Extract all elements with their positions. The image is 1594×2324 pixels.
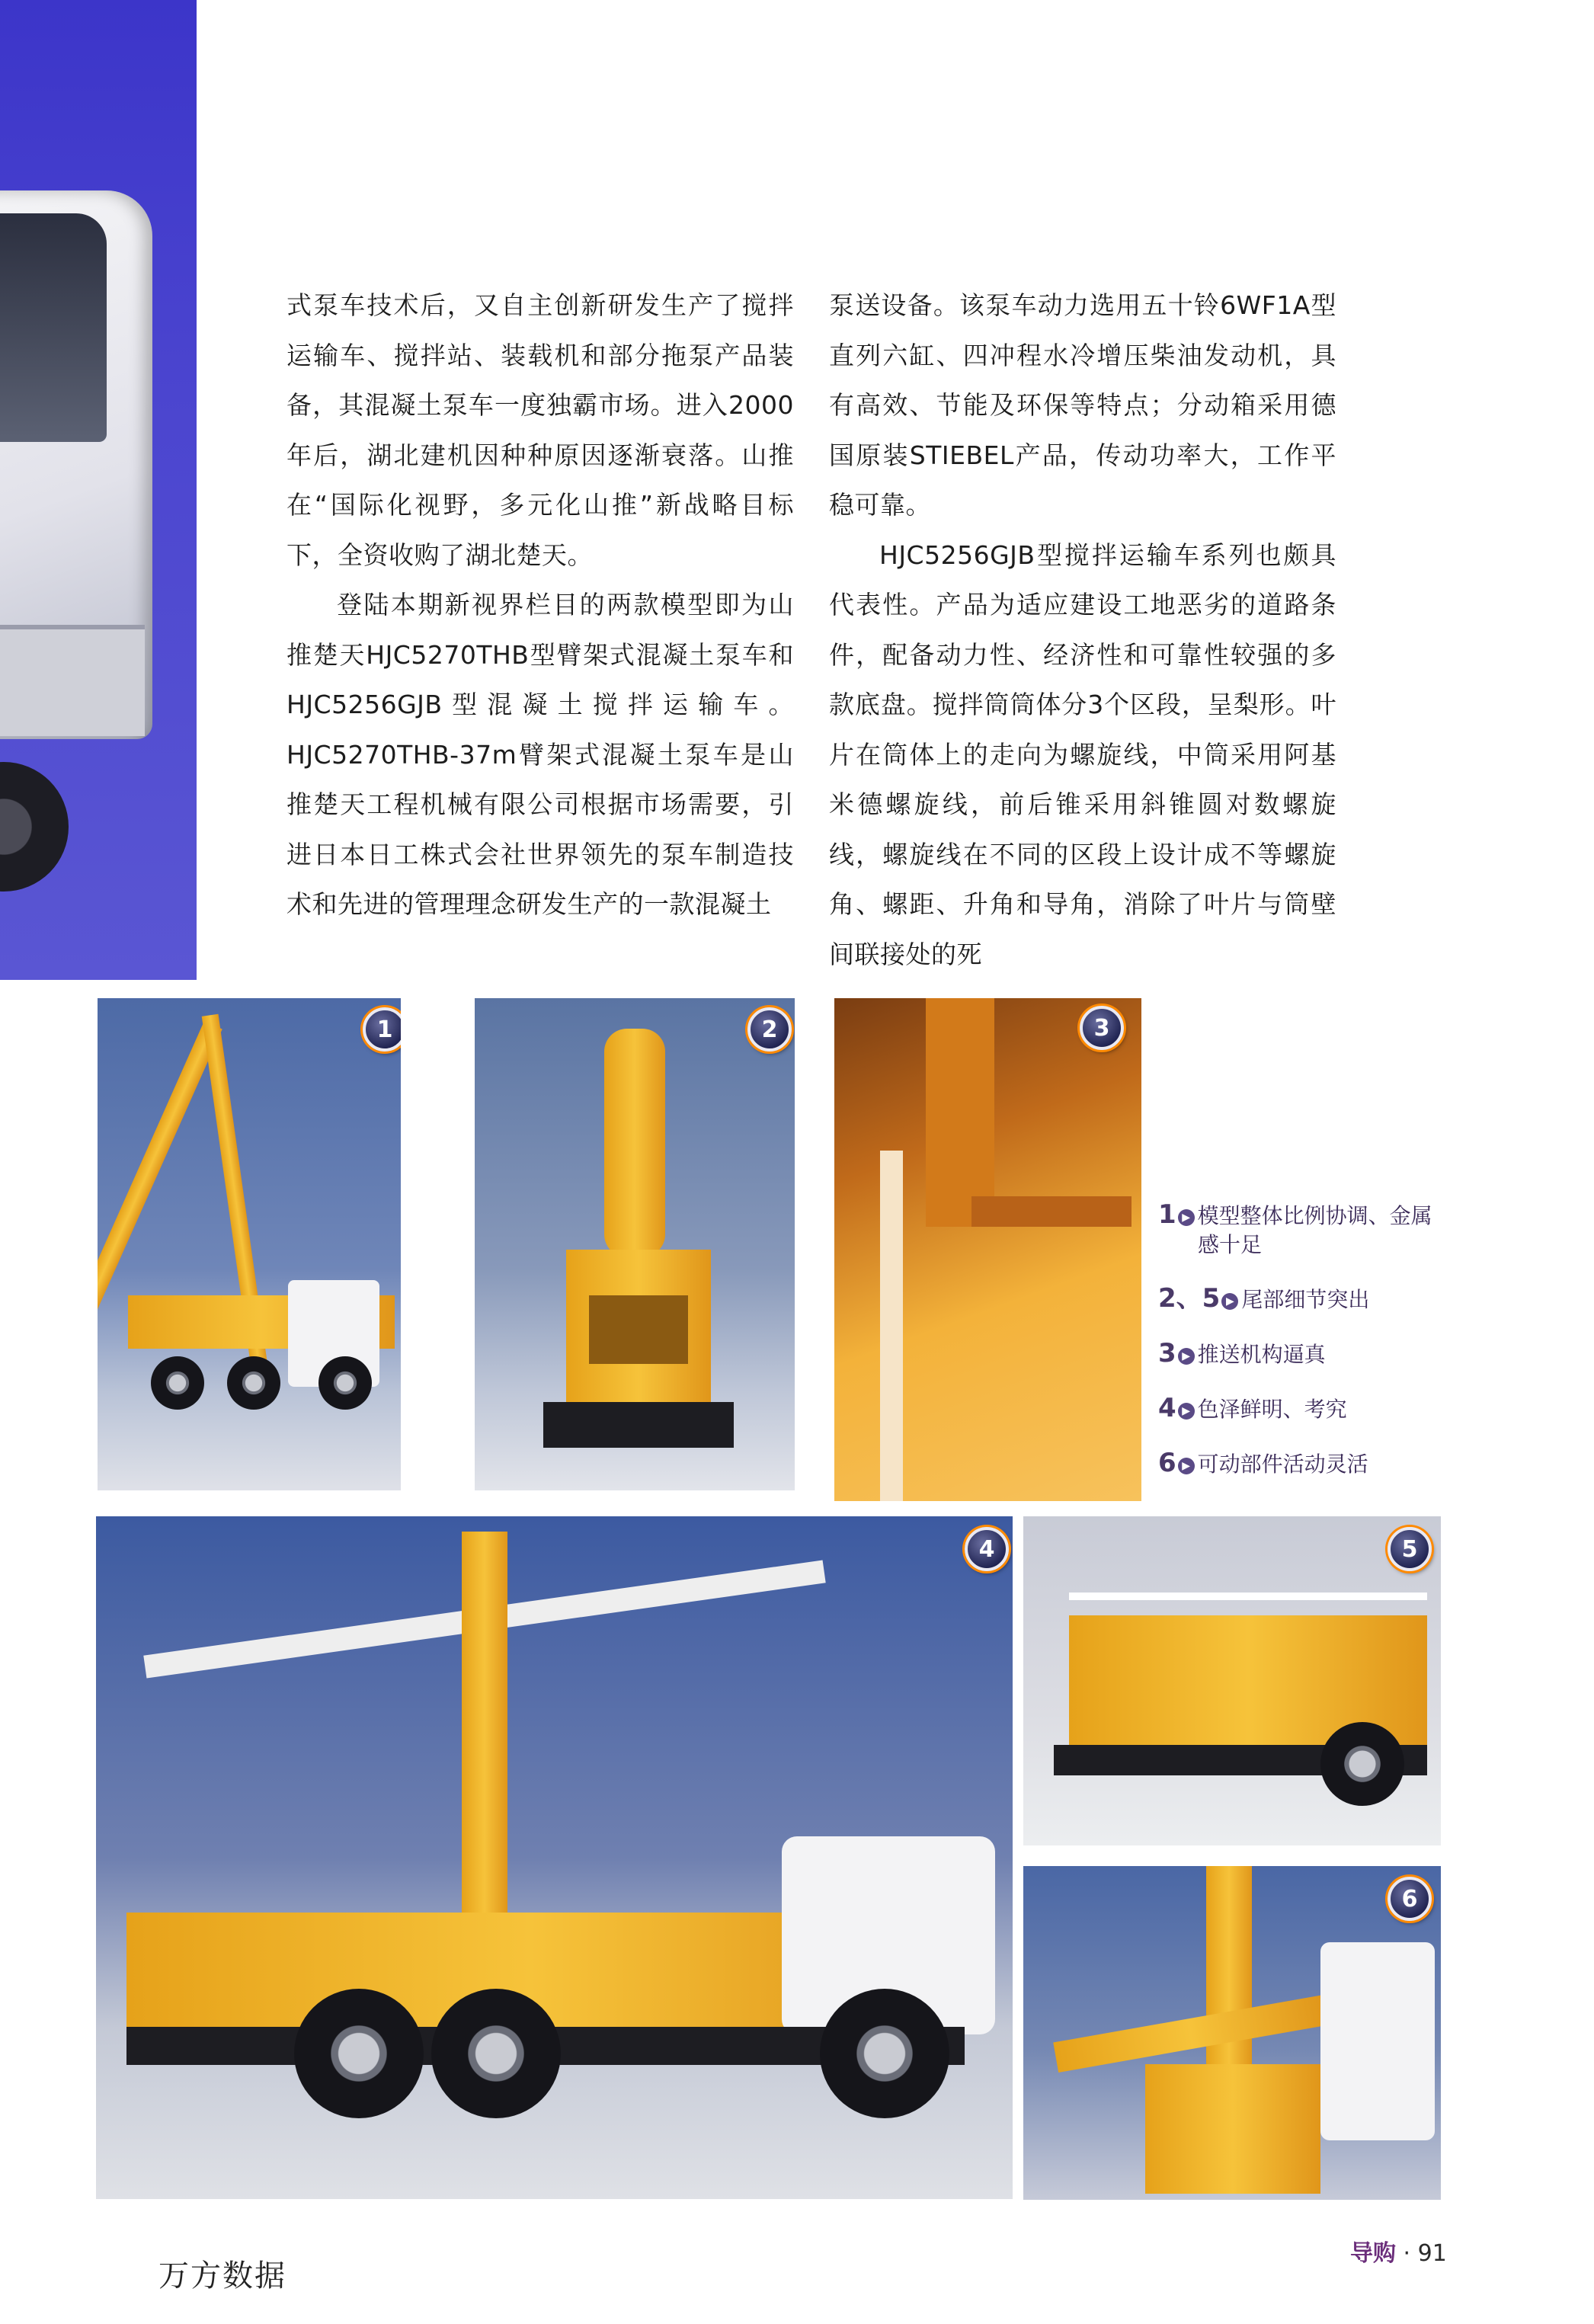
tire-shape (1320, 1722, 1404, 1806)
pipe-shape (880, 1151, 903, 1501)
photo-number-badge: 4 (965, 1527, 1009, 1571)
tire-shape (820, 1989, 949, 2118)
article-column-left (286, 280, 794, 930)
tire-shape (227, 1356, 280, 1410)
page-number: · 91 (1403, 2240, 1447, 2267)
caption-number: 6 (1158, 1448, 1176, 1478)
caption-number: 1 (1158, 1199, 1176, 1230)
article-column-right (829, 280, 1336, 979)
photo-2-rear-view (475, 998, 795, 1490)
arrow-right-icon: ▶ (1221, 1293, 1238, 1310)
photo-4-side-view (96, 1516, 1013, 2199)
photo-number-badge: 3 (1080, 1006, 1124, 1050)
truck-cab-shape (1320, 1942, 1435, 2140)
chassis-shape (543, 1402, 734, 1448)
boom-shape (926, 998, 994, 1227)
tire-shape (318, 1356, 372, 1410)
page-footer (1350, 2234, 1447, 2268)
photo-3-pump-mechanism (834, 998, 1141, 1501)
caption-text-continued: 感十足 (1198, 1232, 1263, 1257)
photo-number-badge: 5 (1388, 1527, 1432, 1571)
photo-number-badge: 6 (1388, 1877, 1432, 1921)
truck-windshield-shape (0, 213, 107, 442)
arm-shape (1053, 1995, 1328, 2073)
frame-shape (971, 1196, 1131, 1227)
caption-text: 可动部件活动灵活 (1197, 1452, 1368, 1477)
tire-shape (151, 1356, 204, 1410)
photo-captions (1158, 1200, 1432, 1503)
arrow-right-icon: ▶ (1178, 1209, 1195, 1226)
paragraph: 登陆本期新视界栏目的两款模型即为山推楚天HJC5270THB型臂架式混凝土泵车和HJC5256GJB型混凝土搅拌运输车。HJC5270THB-37m臂架式混凝土泵车是山推楚天工程机械有限公司根据市场需要，引进日本日工株式会社世界领先的泵车制造技术和先进的管理理念研发生产的一款混凝土 (286, 590, 794, 919)
tire-shape (294, 1989, 424, 2118)
magazine-brand: 导购 (1350, 2240, 1396, 2267)
tire-shape (431, 1989, 561, 2118)
arrow-right-icon: ▶ (1178, 1458, 1195, 1474)
hero-photo-truck-cab (0, 0, 197, 980)
caption-item (1158, 1284, 1432, 1314)
turret-shape (1145, 2064, 1320, 2194)
caption-number: 4 (1158, 1393, 1176, 1423)
boom-shape (604, 1029, 665, 1257)
photo-5-rear-detail (1023, 1516, 1441, 1845)
paragraph: 式泵车技术后，又自主创新研发生产了搅拌运输车、搅拌站、装载机和部分拖泵产品装备，其混凝土泵车一度独霸市场。进入2000年后，湖北建机因种种原因逐渐衰落。山推在“国际化视野，多元化山推”新战略目标下，全资收购了湖北楚天。 (286, 290, 794, 570)
caption-item (1158, 1339, 1432, 1369)
caption-item (1158, 1394, 1432, 1424)
watermark-text: 万方数据 (158, 2258, 286, 2294)
caption-text: 推送机构逼真 (1197, 1342, 1326, 1367)
caption-number: 3 (1158, 1338, 1176, 1368)
caption-text: 模型整体比例协调、金属 (1197, 1203, 1432, 1228)
caption-item (1158, 1200, 1432, 1260)
photo-6-movable-parts (1023, 1866, 1441, 2200)
caption-number: 2、5 (1158, 1283, 1221, 1314)
caption-item (1158, 1448, 1432, 1479)
photo-number-badge: 1 (363, 1007, 401, 1052)
paragraph: 泵送设备。该泵车动力选用五十铃6WF1A型直列六缸、四冲程水冷增压柴油发动机，具有高效、节能及环保等特点；分动箱采用德国原装STIEBEL产品，传动功率大，工作平稳可靠。 (829, 290, 1336, 520)
arrow-right-icon: ▶ (1178, 1403, 1195, 1420)
paragraph: HJC5256GJB型搅拌运输车系列也颇具代表性。产品为适应建设工地恶劣的道路条件，配备动力性、经济性和可靠性较强的多款底盘。搅拌筒筒体分3个区段，呈梨形。叶片在筒体上的走向为螺旋线，中筒采用阿基米德螺旋线，前后锥采用斜锥圆对数螺旋线，螺旋线在不同的区段上设计成不等螺旋角、螺距、升角和导角，消除了叶片与筒壁间联接处的死 (829, 539, 1336, 969)
truck-wheel-shape (0, 762, 69, 892)
caption-text: 色泽鲜明、考究 (1197, 1397, 1347, 1422)
grille-shape (589, 1295, 688, 1364)
truck-bumper-shape (0, 625, 145, 736)
caption-text: 尾部细节突出 (1241, 1287, 1370, 1312)
arrow-right-icon: ▶ (1178, 1348, 1195, 1365)
photo-number-badge: 2 (747, 1007, 792, 1052)
rail-shape (1069, 1593, 1427, 1600)
photo-1-pump-truck (98, 998, 401, 1490)
